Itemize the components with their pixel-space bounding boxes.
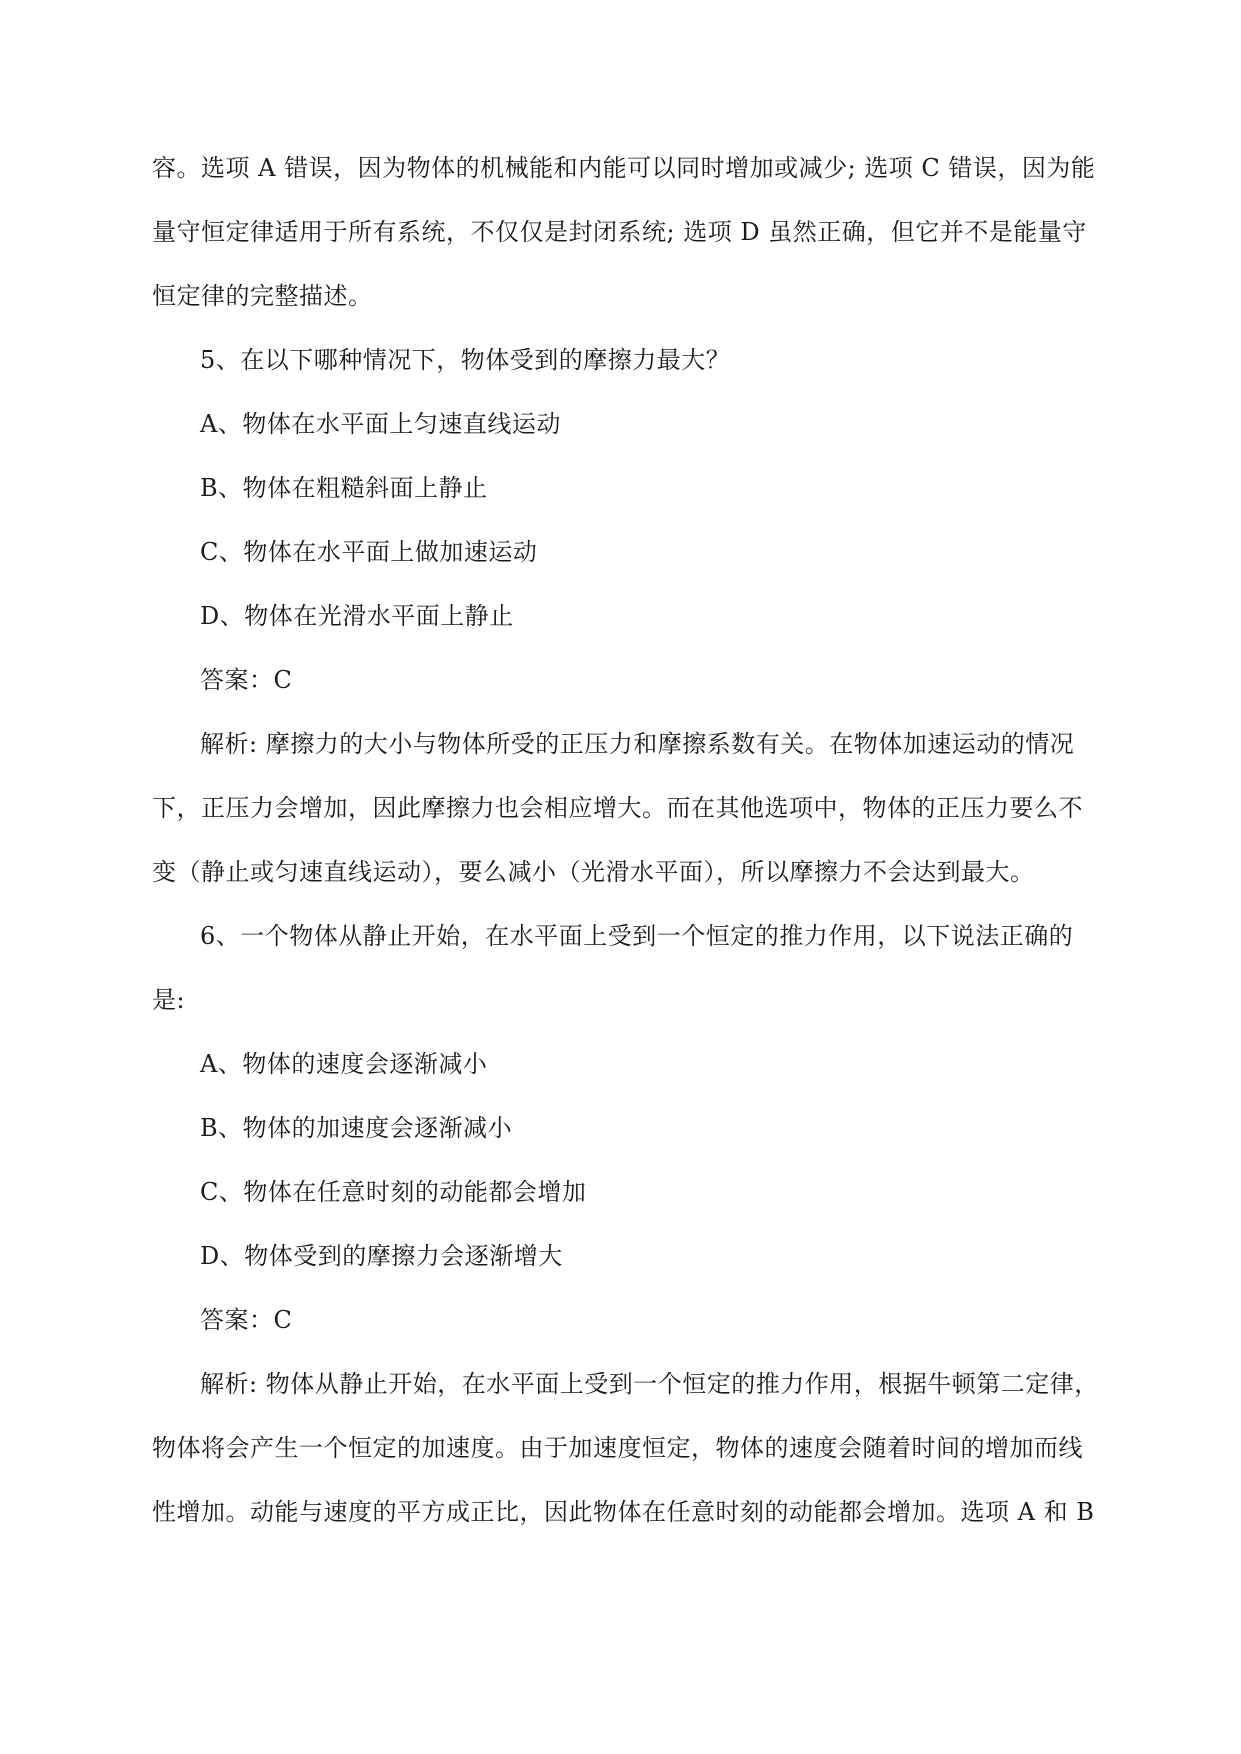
prev-explanation-line-1: 容。选项 A 错误，因为物体的机械能和内能可以同时增加或减少; 选项 C 错误，因为能 — [152, 154, 1096, 182]
question-5: 5、在以下哪种情况下，物体受到的摩擦力最大？ — [200, 346, 731, 374]
question-6-line-2: 是: — [152, 986, 186, 1014]
question-6-option-a: A、物体的速度会逐渐减小 — [200, 1050, 488, 1078]
question-6-explanation-line-3: 性增加。动能与速度的平方成正比，因此物体在任意时刻的动能都会增加。选项 A 和 B — [152, 1498, 1095, 1526]
question-5-option-b: B、物体在粗糙斜面上静止 — [200, 474, 488, 502]
question-5-answer: 答案：C — [200, 666, 293, 694]
question-5-option-c: C、物体在水平面上做加速运动 — [200, 538, 538, 566]
question-6-answer: 答案：C — [200, 1306, 293, 1334]
question-6-explanation-line-1: 解析: 物体从静止开始，在水平面上受到一个恒定的推力作用，根据牛顿第二定律， — [200, 1370, 1099, 1398]
question-5-option-d: D、物体在光滑水平面上静止 — [200, 602, 514, 630]
question-6-option-c: C、物体在任意时刻的动能都会增加 — [200, 1178, 587, 1206]
prev-explanation-line-2: 量守恒定律适用于所有系统，不仅仅是封闭系统; 选项 D 虽然正确，但它并不是能量守 — [152, 218, 1087, 246]
question-6-explanation-line-2: 物体将会产生一个恒定的加速度。由于加速度恒定，物体的速度会随着时间的增加而线 — [152, 1434, 1083, 1462]
question-5-explanation-line-3: 变（静止或匀速直线运动），要么减小（光滑水平面），所以摩擦力不会达到最大。 — [152, 858, 1035, 886]
question-5-explanation-line-1: 解析: 摩擦力的大小与物体所受的正压力和摩擦系数有关。在物体加速运动的情况 — [200, 730, 1075, 758]
question-6-option-b: B、物体的加速度会逐渐减小 — [200, 1114, 513, 1142]
question-5-explanation-line-2: 下，正压力会增加，因此摩擦力也会相应增大。而在其他选项中，物体的正压力要么不 — [152, 794, 1083, 822]
question-6-line-1: 6、一个物体从静止开始，在水平面上受到一个恒定的推力作用，以下说法正确的 — [200, 922, 1074, 950]
question-6-option-d: D、物体受到的摩擦力会逐渐增大 — [200, 1242, 563, 1270]
question-5-option-a: A、物体在水平面上匀速直线运动 — [200, 410, 561, 438]
prev-explanation-line-3: 恒定律的完整描述。 — [152, 282, 373, 310]
